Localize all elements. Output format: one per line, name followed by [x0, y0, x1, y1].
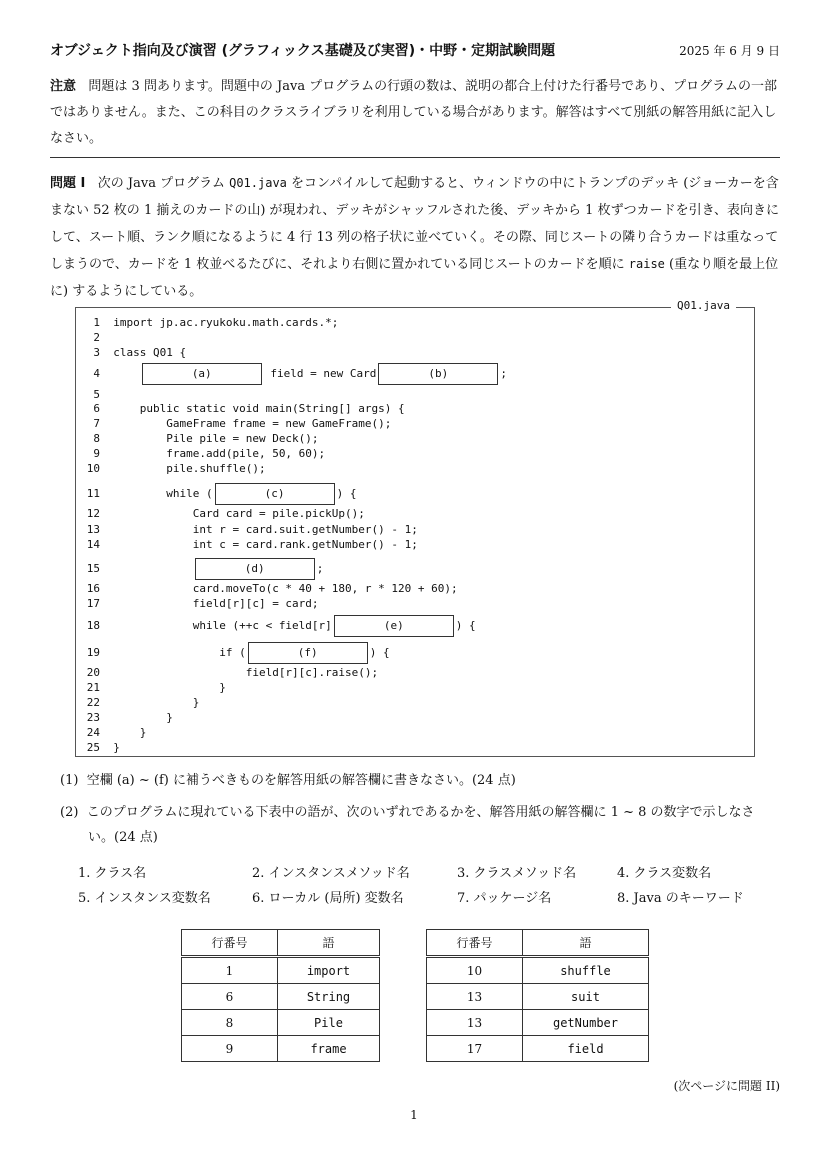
- word-cell: String: [278, 984, 380, 1010]
- code-text: }: [113, 711, 173, 724]
- category-item: 8. Java のキーワード: [617, 891, 744, 906]
- word-cell: frame: [278, 1036, 380, 1062]
- code-text: [113, 562, 192, 575]
- question-1-filename: Q01.java: [229, 176, 287, 190]
- line-number: 17: [86, 597, 100, 610]
- code-line: [76, 695, 199, 711]
- word-cell: shuffle: [523, 957, 649, 984]
- category-item: 4. クラス変数名: [617, 866, 712, 881]
- exam-date: 2025 年 6 月 9 日: [679, 44, 780, 58]
- code-line: [76, 483, 356, 499]
- code-line: [76, 416, 391, 432]
- word-cell: field: [523, 1036, 649, 1062]
- divider: [50, 157, 780, 158]
- word-cell: suit: [523, 984, 649, 1010]
- code-text: GameFrame frame = new GameFrame();: [113, 417, 392, 430]
- table-row: [182, 1010, 380, 1036]
- code-text: ) {: [455, 619, 476, 632]
- line-number: 8: [93, 432, 100, 445]
- category-item: 1. クラス名: [78, 866, 147, 881]
- code-text: }: [113, 681, 226, 694]
- code-text: field[r][c] = card;: [113, 597, 319, 610]
- code-line: [76, 710, 173, 726]
- word-cell: import: [278, 957, 380, 984]
- code-text: int r = card.suit.getNumber() - 1;: [113, 523, 418, 536]
- code-text: public static void main(String[] args) {: [113, 402, 405, 415]
- code-text: pile.shuffle();: [113, 462, 266, 475]
- subquestion-1-text: 空欄 (a) ~ (f) に補うべきものを解答用紙の解答欄に書きなさい。(24 点): [86, 773, 516, 788]
- subquestion-2-text: このプログラムに現れている下表中の語が、次のいずれであるかを、解答用紙の解答欄に 1 ~ 8 の数字で示しなさい。(24 点): [86, 805, 755, 845]
- code-text: }: [113, 741, 120, 754]
- line-number: 19: [86, 646, 100, 659]
- column-header-word: 語: [278, 930, 380, 957]
- notice: [50, 74, 780, 152]
- question-1-intro-b: をコンパイルして起動すると、ウィンドウの中にトランプのデッキ (ジョーカーを含まない 52 枚の 1 揃えのカードの山) が現われ、デッキがシャッフルされた後、デッキから 1 枚ずつカードを引き、表向きにして、スート順、ランク順になるように 4 行 13 列の格子状に並べていく。その際、同じスートの隣り合うカードは重なってしまうので、カードを 1 枚並べるたびに、それより右側に置かれている同じスートのカードを順に: [50, 176, 780, 272]
- table-row: [182, 957, 380, 984]
- code-line: [76, 537, 418, 553]
- code-line: [76, 558, 323, 574]
- next-page-note: (次ページに問題 II): [673, 1079, 780, 1093]
- code-text: }: [113, 726, 147, 739]
- answer-blank: (e): [334, 615, 454, 637]
- code-line: [76, 431, 319, 447]
- line-number: 23: [86, 711, 100, 724]
- code-text: field[r][c].raise();: [113, 666, 379, 679]
- answer-blank: (b): [378, 363, 498, 385]
- line-number: 6: [182, 984, 278, 1010]
- word-table-right: [426, 929, 649, 1062]
- subquestion-2-number: (2): [60, 805, 79, 820]
- word-table-left: [181, 929, 380, 1062]
- table-row: [427, 1010, 649, 1036]
- line-number: 4: [93, 367, 100, 380]
- code-text: card.moveTo(c * 40 + 180, r * 120 + 60);: [113, 582, 458, 595]
- line-number: 20: [86, 666, 100, 679]
- word-cell: getNumber: [523, 1010, 649, 1036]
- code-text: int c = card.rank.getNumber() - 1;: [113, 538, 418, 551]
- line-number: 13: [427, 1010, 523, 1036]
- notice-text: 問題は 3 問あります。問題中の Java プログラムの行頭の数は、説明の都合上付けた行番号であり、プログラムの一部ではありません。また、この科目のクラスライブラリを利用している場合があります。解答はすべて別紙の解答用紙に記入しなさい。: [50, 79, 777, 146]
- table-row: [182, 984, 380, 1010]
- word-cell: Pile: [278, 1010, 380, 1036]
- category-item: 7. パッケージ名: [457, 891, 552, 906]
- answer-blank: (a): [142, 363, 262, 385]
- line-number: 13: [86, 523, 100, 536]
- category-item: 2. インスタンスメソッド名: [252, 866, 410, 881]
- code-filename: Q01.java: [671, 299, 736, 312]
- code-text: }: [113, 696, 200, 709]
- line-number: 9: [182, 1036, 278, 1062]
- line-number: 6: [93, 402, 100, 415]
- code-text: field = new Card: [263, 367, 377, 380]
- code-text: import jp.ac.ryukoku.math.cards.*;: [113, 316, 339, 329]
- answer-blank: (f): [248, 642, 368, 664]
- code-text: while (++c < field[r]: [113, 619, 332, 632]
- line-number: 1: [182, 957, 278, 984]
- subquestion-2: [60, 800, 780, 850]
- table-row: [427, 984, 649, 1010]
- category-item: 5. インスタンス変数名: [78, 891, 211, 906]
- line-number: 14: [86, 538, 100, 551]
- table-row: [182, 1036, 380, 1062]
- code-text: ) {: [336, 487, 357, 500]
- code-line: [76, 642, 390, 658]
- table-row: [427, 1036, 649, 1062]
- line-number: 18: [86, 619, 100, 632]
- code-line: [76, 401, 405, 417]
- code-text: while (: [113, 487, 213, 500]
- code-text: ;: [500, 367, 507, 380]
- code-listing: [75, 299, 755, 757]
- code-line: [76, 522, 418, 538]
- code-line: [76, 315, 338, 331]
- subquestion-1-number: (1): [60, 773, 79, 788]
- answer-blank: (d): [195, 558, 315, 580]
- code-line: [76, 596, 319, 612]
- line-number: 24: [86, 726, 100, 739]
- line-number: 22: [86, 696, 100, 709]
- line-number: 9: [93, 447, 100, 460]
- question-1: [50, 170, 780, 305]
- answer-blank: (c): [215, 483, 335, 505]
- code-text: [113, 367, 140, 380]
- subquestion-1: [60, 768, 780, 793]
- column-header-line: 行番号: [427, 930, 523, 957]
- page-title: オブジェクト指向及び演習 (グラフィックス基礎及び実習)・中野・定期試験問題: [50, 43, 556, 59]
- column-header-line: 行番号: [182, 930, 278, 957]
- line-number: 13: [427, 984, 523, 1010]
- code-line: [76, 725, 146, 741]
- table-row: [427, 957, 649, 984]
- code-line: [76, 615, 476, 631]
- code-line: [76, 581, 458, 597]
- code-line: [76, 506, 365, 522]
- code-line: [76, 680, 226, 696]
- code-line: [76, 345, 186, 361]
- code-line: [76, 740, 120, 756]
- code-text: if (: [113, 646, 246, 659]
- page-number: 1: [410, 1108, 418, 1122]
- code-line: [76, 363, 507, 379]
- line-number: 10: [86, 462, 100, 475]
- line-number: 21: [86, 681, 100, 694]
- code-text: class Q01 {: [113, 346, 187, 359]
- line-number: 17: [427, 1036, 523, 1062]
- line-number: 3: [93, 346, 100, 359]
- category-item: 6. ローカル (局所) 変数名: [252, 891, 404, 906]
- question-1-intro-a: 次の Java プログラム: [97, 176, 230, 191]
- code-line: [76, 665, 378, 681]
- code-text: ;: [316, 562, 324, 575]
- code-text: frame.add(pile, 50, 60);: [113, 447, 326, 460]
- code-text: Card card = pile.pickUp();: [113, 507, 365, 520]
- line-number: 25: [86, 741, 100, 754]
- line-number: 1: [93, 316, 100, 329]
- notice-label: 注意: [50, 79, 77, 94]
- header: [50, 40, 780, 60]
- code-text: Pile pile = new Deck();: [113, 432, 319, 445]
- code-line: [76, 330, 113, 346]
- question-1-raise: raise: [628, 257, 665, 271]
- category-item: 3. クラスメソッド名: [457, 866, 577, 881]
- code-text: ) {: [369, 646, 390, 659]
- column-header-word: 語: [523, 930, 649, 957]
- question-1-intro-c: (重なり順を最上位に) するようにしている。: [50, 257, 779, 299]
- line-number: 7: [93, 417, 100, 430]
- question-1-label: 問題 I: [50, 176, 86, 191]
- line-number: 5: [93, 388, 100, 401]
- code-line: [76, 446, 325, 462]
- line-number: 11: [86, 487, 100, 500]
- code-line: [76, 461, 266, 477]
- line-number: 2: [93, 331, 100, 344]
- line-number: 10: [427, 957, 523, 984]
- line-number: 16: [86, 582, 100, 595]
- line-number: 12: [86, 507, 100, 520]
- line-number: 15: [86, 562, 100, 575]
- line-number: 8: [182, 1010, 278, 1036]
